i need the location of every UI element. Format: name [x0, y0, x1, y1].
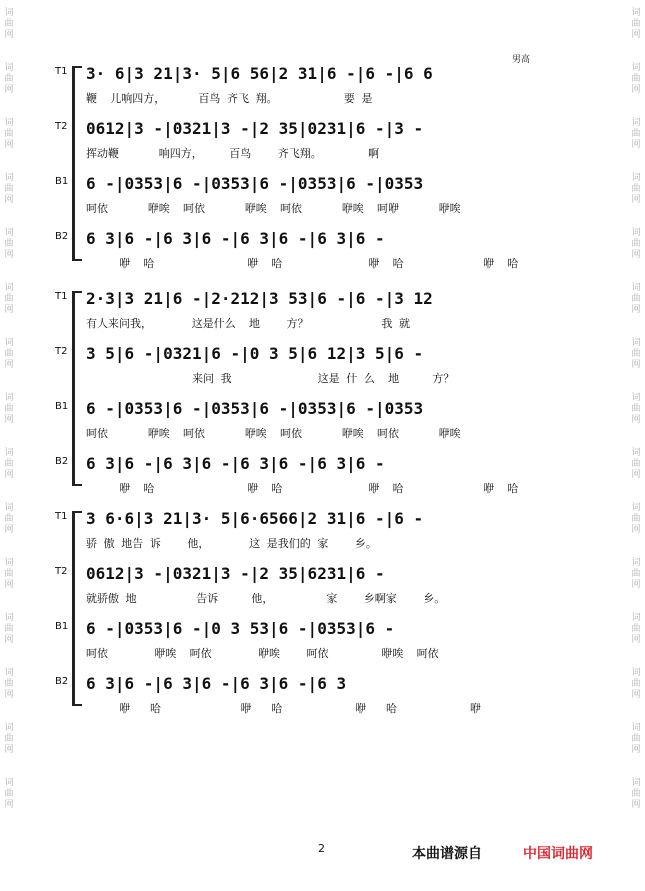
watermark-char: 曲 — [631, 239, 641, 249]
lyric-line: 就骄傲 地 告诉 他， 家 乡啊家 乡。 — [86, 592, 446, 605]
watermark-glyph-group — [631, 8, 640, 41]
watermark-char: 网 — [631, 360, 641, 370]
voice-label: B1 — [55, 621, 69, 632]
voice-label: T1 — [55, 66, 68, 77]
watermark-char: 曲 — [631, 624, 641, 634]
jianpu-notes: 6 3|6 -|6 3|6 -|6 3|6 -|6 3|6 - — [86, 229, 385, 248]
watermark-char: 曲 — [631, 679, 641, 689]
lyric-line: 呵依 咿唉 呵依 咿唉 呵依 咿唉 呵依 — [86, 647, 439, 660]
watermark-char: 词 — [4, 63, 14, 73]
voice-label: T2 — [55, 566, 68, 577]
watermark-char: 曲 — [631, 734, 641, 744]
watermark-char: 曲 — [4, 789, 14, 799]
jianpu-notes: 6 3|6 -|6 3|6 -|6 3|6 -|6 3|6 - — [86, 454, 385, 473]
watermark-char: 词 — [631, 778, 641, 788]
watermark-char: 网 — [4, 800, 14, 810]
watermark-char: 词 — [4, 283, 14, 293]
watermark-char: 词 — [631, 723, 641, 733]
watermark-char: 曲 — [4, 129, 14, 139]
watermark-char: 词 — [631, 503, 641, 513]
watermark-glyph-group — [4, 778, 13, 811]
jianpu-notes: 6 3|6 -|6 3|6 -|6 3|6 -|6 3 — [86, 674, 347, 693]
watermark-glyph-group — [4, 8, 13, 41]
watermark-char: 曲 — [4, 734, 14, 744]
watermark-char: 词 — [4, 228, 14, 238]
jianpu-notes: 0612|3 -|0321|3 -|2 35|0231|6 -|3 - — [86, 119, 424, 138]
watermark-char: 网 — [631, 30, 641, 40]
watermark-char: 曲 — [4, 404, 14, 414]
watermark-char: 词 — [4, 448, 14, 458]
watermark-char: 词 — [631, 558, 641, 568]
staff-row-t2 — [0, 560, 645, 616]
watermark-char: 网 — [631, 140, 641, 150]
watermark-char: 词 — [631, 228, 641, 238]
lyric-line: 挥动鞭 响四方， 百鸟 齐飞翔。 啊 — [86, 147, 380, 160]
voice-label: B1 — [55, 401, 69, 412]
voice-label: B2 — [55, 456, 69, 467]
page-number: 2 — [318, 842, 325, 855]
staff-row-b1 — [0, 615, 645, 671]
watermark-char: 词 — [4, 778, 14, 788]
watermark-char: 词 — [4, 668, 14, 678]
watermark-char: 网 — [4, 525, 14, 535]
watermark-char: 词 — [631, 8, 641, 18]
jianpu-notes: 6 -|0353|6 -|0353|6 -|0353|6 -|0353 — [86, 174, 424, 193]
watermark-char: 曲 — [4, 74, 14, 84]
watermark-char: 词 — [631, 613, 641, 623]
watermark-char: 网 — [631, 415, 641, 425]
lyric-line: 有人来问我， 这是什么 地 方？ 我 就 — [86, 317, 410, 330]
watermark-char: 曲 — [4, 679, 14, 689]
watermark-char: 曲 — [4, 184, 14, 194]
watermark-char: 曲 — [631, 74, 641, 84]
watermark-char: 词 — [4, 558, 14, 568]
lyric-line: 咿 哈 咿 哈 咿 哈 咿 哈 — [86, 482, 519, 495]
watermark-char: 曲 — [4, 239, 14, 249]
watermark-char: 词 — [4, 723, 14, 733]
lyric-line: 鞭 儿响四方， 百鸟 齐飞 翔。 要 是 — [86, 92, 373, 105]
watermark-char: 曲 — [631, 294, 641, 304]
staff-row-b2 — [0, 450, 645, 506]
watermark-char: 网 — [631, 635, 641, 645]
jianpu-notes: 3 6·6|3 21|3· 5|6·6566|2 31|6 -|6 - — [86, 509, 424, 528]
watermark-char: 网 — [4, 250, 14, 260]
watermark-char: 词 — [631, 118, 641, 128]
staff-row-b2 — [0, 670, 645, 726]
watermark-char: 网 — [4, 305, 14, 315]
watermark-char: 词 — [631, 393, 641, 403]
voice-label: B2 — [55, 231, 69, 242]
watermark-char: 词 — [4, 118, 14, 128]
watermark-char: 网 — [631, 470, 641, 480]
jianpu-notes: 3· 6|3 21|3· 5|6 56|2 31|6 -|6 -|6 6 — [86, 64, 433, 83]
watermark-char: 网 — [631, 305, 641, 315]
watermark-char: 曲 — [631, 129, 641, 139]
staff-row-t1 — [0, 285, 645, 341]
watermark-char: 曲 — [631, 184, 641, 194]
watermark-char: 网 — [4, 140, 14, 150]
watermark-char: 曲 — [4, 459, 14, 469]
watermark-char: 网 — [631, 745, 641, 755]
watermark-char: 词 — [4, 613, 14, 623]
watermark-char: 曲 — [4, 19, 14, 29]
site-name-link[interactable]: 中国词曲网 — [523, 846, 593, 862]
watermark-char: 词 — [4, 8, 14, 18]
staff-row-b1 — [0, 395, 645, 451]
watermark-char: 曲 — [631, 349, 641, 359]
staff-row-t1 — [0, 505, 645, 561]
watermark-char: 词 — [4, 338, 14, 348]
lyric-line: 来问 我 这是 什 么 地 方？ — [86, 372, 455, 385]
watermark-char: 网 — [4, 470, 14, 480]
watermark-char: 曲 — [631, 404, 641, 414]
jianpu-notes: 0612|3 -|0321|3 -|2 35|6231|6 - — [86, 564, 385, 583]
voice-label: T2 — [55, 346, 68, 357]
watermark-char: 网 — [4, 635, 14, 645]
voice-tag-annotation: 男高 — [512, 55, 531, 65]
lyric-line: 咿 哈 咿 哈 咿 哈 咿 哈 — [86, 257, 519, 270]
staff-row-b2 — [0, 225, 645, 281]
jianpu-notes: 3 5|6 -|0321|6 -|0 3 5|6 12|3 5|6 - — [86, 344, 424, 363]
watermark-char: 词 — [4, 173, 14, 183]
watermark-char: 网 — [631, 800, 641, 810]
watermark-char: 曲 — [4, 569, 14, 579]
watermark-char: 词 — [631, 448, 641, 458]
jianpu-notes: 6 -|0353|6 -|0353|6 -|0353|6 -|0353 — [86, 399, 424, 418]
watermark-char: 网 — [4, 195, 14, 205]
watermark-char: 词 — [631, 338, 641, 348]
watermark-char: 曲 — [4, 294, 14, 304]
voice-label: T1 — [55, 511, 68, 522]
watermark-char: 网 — [4, 360, 14, 370]
watermark-char: 网 — [4, 85, 14, 95]
voice-label: T2 — [55, 121, 68, 132]
watermark-glyph-group — [631, 723, 640, 756]
staff-row-t2 — [0, 340, 645, 396]
watermark-char: 词 — [631, 283, 641, 293]
watermark-char: 曲 — [4, 349, 14, 359]
watermark-char: 网 — [631, 690, 641, 700]
watermark-char: 曲 — [631, 459, 641, 469]
staff-row-t1 — [0, 60, 645, 116]
voice-label: B1 — [55, 176, 69, 187]
lyric-line: 咿 哈 咿 哈 咿 哈 咿 — [86, 702, 481, 715]
watermark-char: 网 — [631, 250, 641, 260]
watermark-char: 网 — [631, 85, 641, 95]
staff-row-b1 — [0, 170, 645, 226]
source-label: 本曲谱源自 — [412, 846, 482, 862]
watermark-char: 网 — [4, 580, 14, 590]
watermark-char: 网 — [4, 690, 14, 700]
staff-row-t2 — [0, 115, 645, 171]
voice-label: T1 — [55, 291, 68, 302]
watermark-char: 词 — [4, 503, 14, 513]
watermark-char: 网 — [631, 580, 641, 590]
jianpu-notes: 6 -|0353|6 -|0 3 53|6 -|0353|6 - — [86, 619, 395, 638]
watermark-char: 词 — [4, 393, 14, 403]
watermark-char: 网 — [631, 195, 641, 205]
jianpu-notes: 2·3|3 21|6 -|2·212|3 53|6 -|6 -|3 12 — [86, 289, 433, 308]
watermark-char: 词 — [631, 668, 641, 678]
voice-label: B2 — [55, 676, 69, 687]
watermark-glyph-group — [631, 778, 640, 811]
watermark-glyph-group — [4, 723, 13, 756]
lyric-line: 呵依 咿唉 呵依 咿唉 呵依 咿唉 呵依 咿唉 — [86, 427, 461, 440]
lyric-line: 骄 傲 地告 诉 他， 这 是我们的 家 乡。 — [86, 537, 377, 550]
watermark-char: 网 — [4, 415, 14, 425]
watermark-char: 曲 — [631, 514, 641, 524]
watermark-char: 词 — [631, 173, 641, 183]
watermark-char: 词 — [631, 63, 641, 73]
watermark-char: 曲 — [4, 624, 14, 634]
watermark-char: 网 — [631, 525, 641, 535]
watermark-char: 曲 — [631, 789, 641, 799]
watermark-char: 曲 — [631, 19, 641, 29]
watermark-char: 网 — [4, 745, 14, 755]
watermark-char: 网 — [4, 30, 14, 40]
lyric-line: 呵依 咿唉 呵依 咿唉 呵依 咿唉 呵咿 咿唉 — [86, 202, 461, 215]
watermark-char: 曲 — [631, 569, 641, 579]
watermark-char: 曲 — [4, 514, 14, 524]
